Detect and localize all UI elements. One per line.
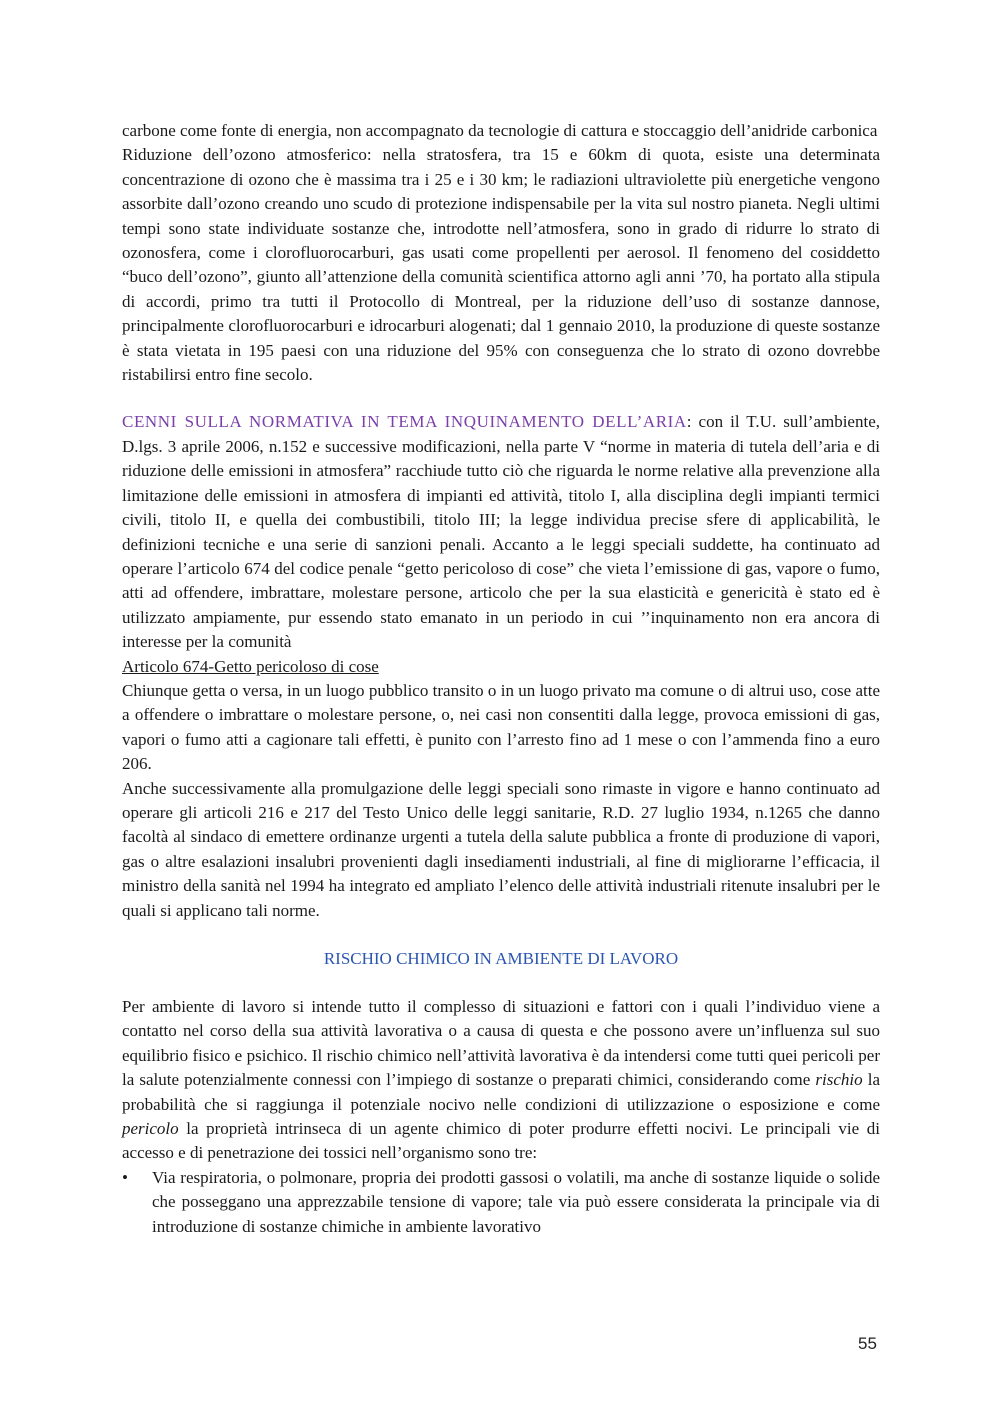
article-body: Chiunque getta o versa, in un luogo pubblico transito o in un luogo privato ma comune o di altrui uso, cose atte a offendere o imbrattare o molestare persone, o, nei casi non consentiti dalla legge, provoca emissioni di gas, vapori o fumo atti a cagionare tali effetti, è punito con l’arresto fino ad 1 mese o con l’ammenda fino a euro 206. xyxy=(122,680,880,774)
document-page xyxy=(122,119,880,1239)
lavoro-text-b: la probabilità che si raggiunga il potenziale nocivo nelle condizioni di utilizzazione o esposizione e come xyxy=(122,1070,880,1114)
section-title: RISCHIO CHIMICO IN AMBIENTE DI LAVORO xyxy=(323,949,679,968)
normativa-heading: CENNI SULLA NORMATIVA IN TEMA INQUINAMENTO DELL’ARIA xyxy=(122,412,687,432)
term-rischio: rischio xyxy=(815,1070,863,1090)
lavoro-text-c: la proprietà intrinseca di un agente chimico di poter produrre effetti nocivi. Le principali vie di accesso e di penetrazione dei tossici nell’organismo sono tre: xyxy=(122,1119,880,1163)
paragraph-ozono: Riduzione dell’ozono atmosferico: nella stratosfera, tra 15 e 60km di quota, esiste una determinata concentrazione di ozono che è massima tra i 25 e i 30 km; le radiazioni ultraviolette più energetiche vengono assorbite dall’ozono creando uno scudo di protezione indispensabile per la vita sul nostro pianeta. Negli ultimi tempi sono state individuate sostanze che, introdotte nell’atmosfera, sono in grado di ridurre lo strato di ozonosfera, come i clorofluorocarburi, gas usati come propellenti per aerosol. Il fenomeno del cosiddetto “buco dell’ozono”, giunto all’attenzione della comunità scientifica attorno agli anni ’70, ha portato alla stipula di accordi, primo tra tutti il Protocollo di Montreal, per la riduzione dell’uso di sostanze dannose, principalmente clorofluorocarburi e idrocarburi alogenati; dal 1 gennaio 2010, la produzione di queste sostanze è stata vietata in 195 paesi con una riduzione del 95% con conseguenza che lo strato di ozono dovrebbe ristabilirsi entro fine secolo. xyxy=(122,145,880,385)
paragraph-normativa xyxy=(122,410,880,654)
lavoro-text-a: Per ambiente di lavoro si intende tutto il complesso di situazioni e fattori con i quali l’individuo viene a contatto nel corso della sua attività lavorativa o a causa di questa e che possono avere un’influenza sul suo equilibrio fisico e psichico. Il rischio chimico nell’attività lavorativa è da intendersi come tutti quei pericoli per la salute potenzialmente connessi con l’impiego di sostanze o preparati chimici, considerando come xyxy=(122,997,880,1090)
paragraph-carbone: carbone come fonte di energia, non accompagnato da tecnologie di cattura e stoccaggio dell’anidride carbonica xyxy=(122,121,878,140)
paragraph-ambiente-lavoro xyxy=(122,995,880,1166)
normativa-body: : con il T.U. sull’ambiente, D.lgs. 3 aprile 2006, n.152 e successive modificazioni, nella parte V “norme in materia di tutela dell’aria e di riduzione delle emissioni in atmosfera” racchiude tutto ciò che riguarda le norme relative alla prevenzione alla limitazione delle emissioni in atmosfera di impianti ed attività, titolo I, alla disciplina degli impianti termici civili, titolo II, e quella dei combustibili, titolo III; la legge individua precise sfere di applicabilità, le definizioni tecniche e una serie di sanzioni penali. Accanto a le leggi speciali suddette, ha continuato ad operare l’articolo 674 del codice penale “getto pericoloso di cose” che vieta l’emissione di gas, vapore o fumo, atti ad offendere, imbrattare, molestare persone, articolo che per la sua elasticità e genericità è stato ed è utilizzato ampiamente, pur essendo stato emanato in un periodo in cui ’’inquinamento non era ancora di interesse per la comunità xyxy=(122,412,880,652)
paragraph-anche: Anche successivamente alla promulgazione delle leggi speciali sono rimaste in vigore e hanno continuato ad operare gli articoli 216 e 217 del Testo Unico delle leggi sanitarie, R.D. 27 luglio 1934, n.1265 che danno facoltà al sindaco di emettere ordinanze urgenti a tutela della salute pubblica a fronte di produzione di vapori, gas o altre esalazioni insalubri provenienti dagli insediamenti industriali, al fine di migliorarne l’efficacia, il ministro della sanità nel 1994 ha integrato ed ampliato l’elenco delle attività industriali ritenute insalubri per le quali si applicano tali norme. xyxy=(122,778,880,920)
bullet-text: Via respiratoria, o polmonare, propria dei prodotti gassosi o volatili, ma anche di sostanze liquide o solide che posseggano una apprezzabile tensione di vapore; tale via può essere considerata la principale via di introduzione di sostanze chimiche in ambiente lavorativo xyxy=(152,1167,880,1236)
page-number: 55 xyxy=(858,1334,877,1353)
term-pericolo: pericolo xyxy=(122,1119,179,1139)
list-item xyxy=(122,1166,880,1239)
bullet-icon: • xyxy=(122,1167,128,1187)
article-title: Articolo 674-Getto pericoloso di cose xyxy=(122,656,379,676)
